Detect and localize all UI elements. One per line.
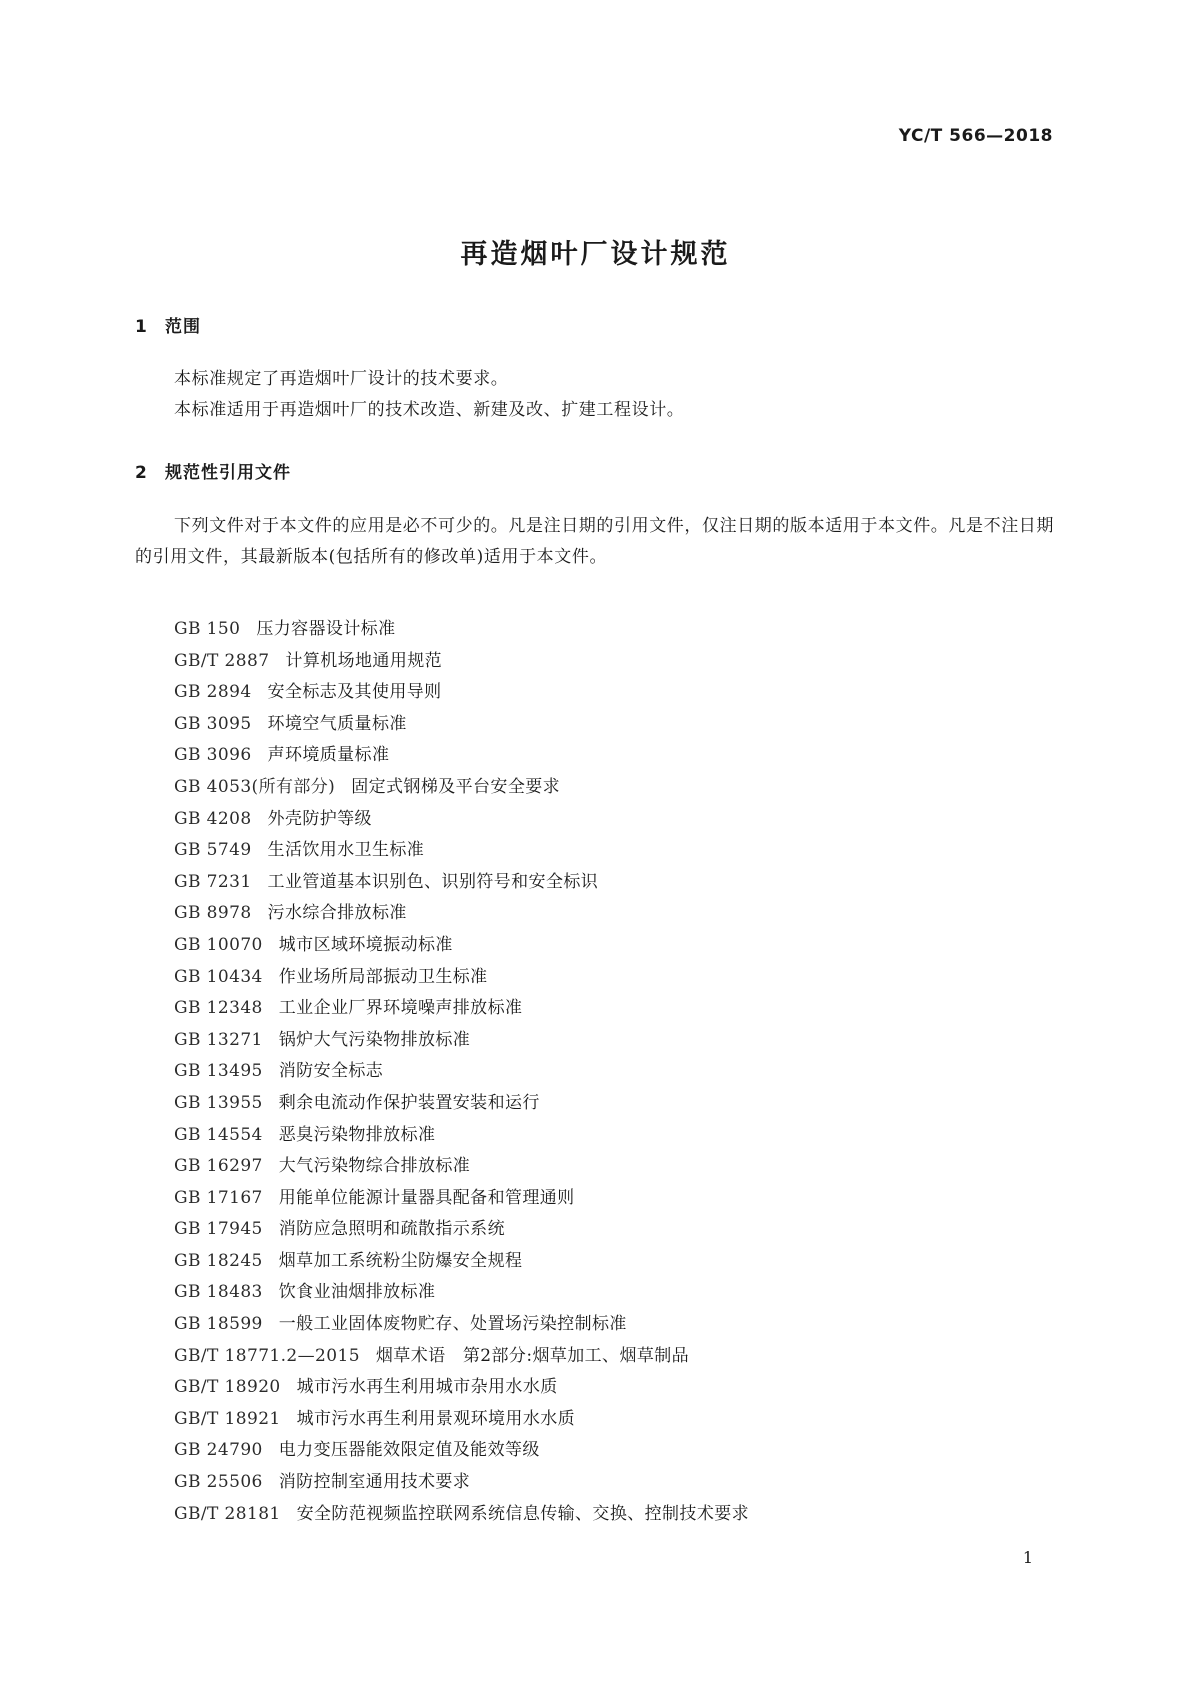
reference-item <box>174 930 749 962</box>
reference-item <box>174 1404 749 1436</box>
section-heading-normative-references <box>135 458 291 483</box>
reference-name: 烟草加工系统粉尘防爆安全规程 <box>278 1250 523 1271</box>
reference-item <box>174 1246 749 1278</box>
reference-item <box>174 1372 749 1404</box>
reference-code: GB 3096 <box>174 745 252 766</box>
reference-item <box>174 1341 749 1373</box>
reference-item <box>174 646 749 678</box>
scope-paragraph-1: 本标准规定了再造烟叶厂设计的技术要求。 <box>174 369 509 389</box>
reference-code: GB 24790 <box>174 1440 263 1461</box>
reference-code: GB 10070 <box>174 934 263 955</box>
reference-code: GB 13495 <box>174 1061 263 1082</box>
reference-code: GB 150 <box>174 619 241 639</box>
reference-code: GB 7231 <box>174 871 252 892</box>
reference-name: 工业管道基本识别色、识别符号和安全标识 <box>267 871 599 892</box>
section-number: 2 <box>135 463 148 483</box>
reference-code: GB 4053(所有部分) <box>174 776 336 797</box>
reference-name: 城市污水再生利用城市杂用水水质 <box>296 1377 558 1398</box>
reference-code: GB/T 18771.2—2015 <box>174 1345 360 1366</box>
reference-code: GB 10434 <box>174 966 263 987</box>
reference-name: 压力容器设计标准 <box>256 619 396 639</box>
reference-name: 声环境质量标准 <box>267 745 390 766</box>
reference-code: GB 25506 <box>174 1472 263 1493</box>
reference-code: GB 18245 <box>174 1250 263 1271</box>
reference-name: 恶臭污染物排放标准 <box>278 1124 436 1145</box>
section-heading-scope <box>135 312 201 337</box>
reference-item <box>174 709 749 741</box>
reference-name: 用能单位能源计量器具配备和管理通则 <box>278 1187 575 1208</box>
section-title: 规范性引用文件 <box>165 463 291 483</box>
reference-item <box>174 1151 749 1183</box>
reference-item <box>174 898 749 930</box>
reference-name: 工业企业厂界环境噪声排放标准 <box>278 998 523 1019</box>
reference-code: GB 3095 <box>174 713 252 734</box>
reference-item <box>174 1056 749 1088</box>
reference-code: GB 17945 <box>174 1219 263 1240</box>
section-title: 范围 <box>165 317 201 337</box>
reference-name: 城市区域环境振动标准 <box>278 934 453 955</box>
reference-name: 消防安全标志 <box>278 1061 384 1082</box>
reference-item <box>174 1214 749 1246</box>
reference-name: 烟草术语 第2部分:烟草加工、烟草制品 <box>375 1345 690 1366</box>
reference-item <box>174 804 749 836</box>
reference-item <box>174 1120 749 1152</box>
reference-name: 计算机场地通用规范 <box>285 650 443 671</box>
reference-name: 污水综合排放标准 <box>267 903 407 924</box>
reference-list <box>174 614 749 1530</box>
reference-name: 一般工业固体废物贮存、处置场污染控制标准 <box>278 1314 627 1335</box>
reference-code: GB 18483 <box>174 1282 263 1303</box>
reference-name: 环境空气质量标准 <box>267 713 407 734</box>
reference-code: GB 4208 <box>174 808 252 829</box>
reference-name: 消防控制室通用技术要求 <box>278 1472 471 1493</box>
reference-item <box>174 772 749 804</box>
reference-name: 电力变压器能效限定值及能效等级 <box>278 1440 540 1461</box>
reference-item <box>174 1309 749 1341</box>
reference-name: 剩余电流动作保护装置安装和运行 <box>278 1092 540 1113</box>
reference-code: GB/T 28181 <box>174 1503 281 1524</box>
reference-code: GB 8978 <box>174 903 252 924</box>
reference-name: 外壳防护等级 <box>267 808 372 829</box>
reference-code: GB 12348 <box>174 998 263 1019</box>
reference-name: 安全标志及其使用导则 <box>267 682 442 703</box>
reference-name: 作业场所局部振动卫生标准 <box>278 966 488 987</box>
reference-item <box>174 962 749 994</box>
reference-code: GB 5749 <box>174 840 252 861</box>
reference-item <box>174 740 749 772</box>
reference-code: GB/T 18921 <box>174 1408 281 1429</box>
reference-name: 城市污水再生利用景观环境用水水质 <box>296 1408 576 1429</box>
reference-code: GB 17167 <box>174 1187 263 1208</box>
reference-item <box>174 1183 749 1215</box>
reference-item <box>174 1435 749 1467</box>
reference-item <box>174 993 749 1025</box>
reference-name: 消防应急照明和疏散指示系统 <box>278 1219 505 1240</box>
reference-name: 生活饮用水卫生标准 <box>267 840 425 861</box>
reference-code: GB 18599 <box>174 1314 263 1335</box>
reference-item <box>174 835 749 867</box>
page-number: 1 <box>1022 1548 1033 1567</box>
reference-item <box>174 1277 749 1309</box>
reference-item <box>174 677 749 709</box>
scope-paragraph-2: 本标准适用于再造烟叶厂的技术改造、新建及改、扩建工程设计。 <box>174 400 685 420</box>
reference-item <box>174 867 749 899</box>
reference-item <box>174 1467 749 1499</box>
reference-item <box>174 1499 749 1531</box>
reference-code: GB 13955 <box>174 1092 263 1113</box>
reference-code: GB 16297 <box>174 1156 263 1177</box>
document-title: 再造烟叶厂设计规范 <box>460 239 731 270</box>
reference-item <box>174 614 749 646</box>
section-number: 1 <box>135 317 148 337</box>
standard-code: YC/T 566—2018 <box>898 126 1053 146</box>
reference-item <box>174 1088 749 1120</box>
reference-name: 固定式钢梯及平台安全要求 <box>351 776 561 797</box>
reference-code: GB 2894 <box>174 682 252 703</box>
reference-code: GB 14554 <box>174 1124 263 1145</box>
reference-name: 大气污染物综合排放标准 <box>278 1156 471 1177</box>
reference-code: GB 13271 <box>174 1029 263 1050</box>
reference-code: GB/T 18920 <box>174 1377 281 1398</box>
reference-name: 锅炉大气污染物排放标准 <box>278 1029 471 1050</box>
reference-item <box>174 1025 749 1057</box>
references-intro-paragraph: 下列文件对于本文件的应用是必不可少的。凡是注日期的引用文件，仅注日期的版本适用于本文件。凡是不注日期的引用文件，其最新版本(包括所有的修改单)适用于本文件。 <box>135 516 1054 567</box>
reference-name: 饮食业油烟排放标准 <box>278 1282 436 1303</box>
reference-name: 安全防范视频监控联网系统信息传输、交换、控制技术要求 <box>296 1503 750 1524</box>
reference-code: GB/T 2887 <box>174 650 270 671</box>
